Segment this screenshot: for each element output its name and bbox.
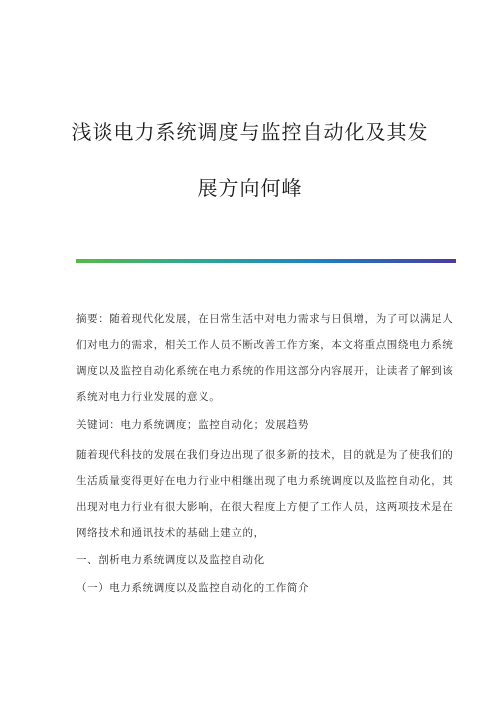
abstract-line: 系统对电力行业发展的意义。 <box>76 391 221 403</box>
keywords-line: 关键词：电力系统调度；监控自动化；发展趋势 <box>76 419 310 431</box>
intro-line: 出现对电力行业有很大影响，在很大程度上方便了工作人员，这两项技术是在 <box>76 501 454 513</box>
subsection-heading-1: （一）电力系统调度以及监控自动化的工作简介 <box>76 582 310 594</box>
intro-line: 随着现代科技的发展在我们身边出现了很多新的技术，目的就是为了使我们的 <box>76 449 454 461</box>
title-divider <box>76 259 456 263</box>
document-title-line-2: 展方向何峰 <box>197 176 303 200</box>
abstract-line: 摘要：随着现代化发展，在日常生活中对电力需求与日俱增，为了可以满足人 <box>76 313 454 325</box>
intro-line: 网络技术和通讯技术的基础上建立的， <box>76 527 265 539</box>
abstract-line: 们对电力的需求，相关工作人员不断改善工作方案，本文将重点围绕电力系统 <box>76 339 454 351</box>
abstract-line: 调度以及监控自动化系统在电力系统的作用这部分内容展开，让读者了解到该 <box>76 365 454 377</box>
document-title-line-1: 浅谈电力系统调度与监控自动化及其发 <box>71 120 429 144</box>
abstract-paragraph <box>76 306 454 410</box>
intro-paragraph <box>76 442 454 546</box>
intro-line: 生活质量变得更好在电力行业中相继出现了电力系统调度以及监控自动化，其 <box>76 475 454 487</box>
section-heading-1: 一、剖析电力系统调度以及监控自动化 <box>76 554 265 566</box>
